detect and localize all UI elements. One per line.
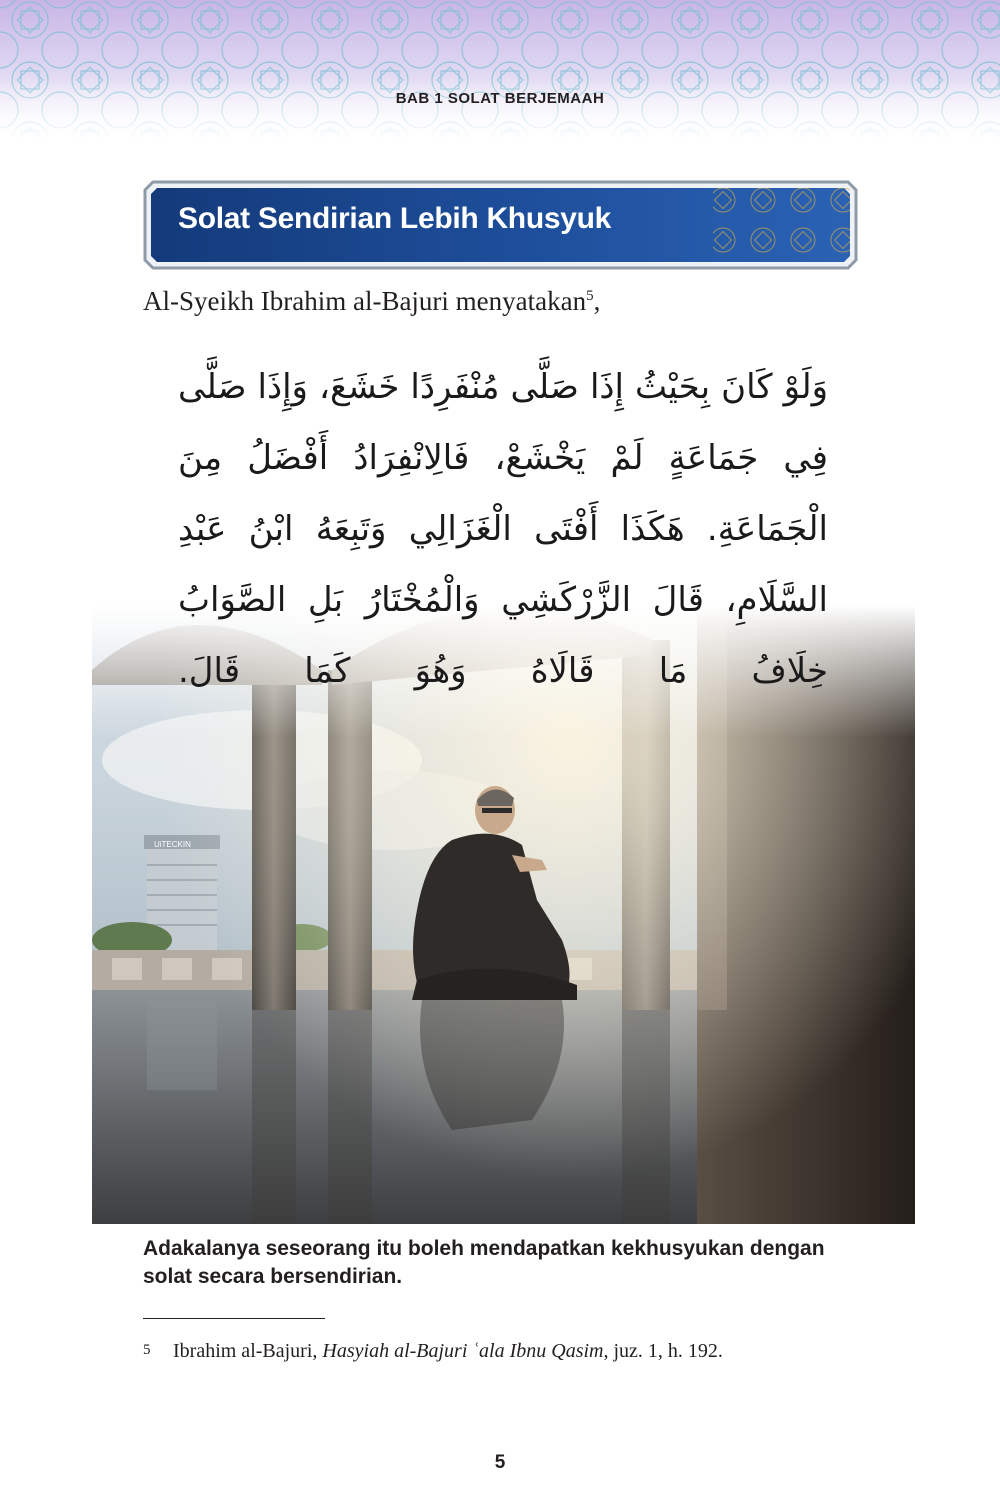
intro-paragraph [143, 286, 600, 317]
running-header: BAB 1 SOLAT BERJEMAAH [395, 90, 605, 107]
section-title-banner [143, 180, 858, 270]
intro-trailing: , [593, 286, 601, 316]
footnote-details: , juz. 1, h. 192. [603, 1340, 723, 1362]
page-number: 5 [494, 1452, 506, 1473]
footnote-number: 5 [143, 1342, 151, 1358]
footnote-entry [143, 1340, 903, 1363]
arabic-quotation: وَلَوْ كَانَ بِحَيْثُ إِذَا صَلَّى مُنْفَرِدًا خَشَعَ، وَإِذَا صَلَّى فِي جَمَاعَةٍ لَمْ يَخْشَعْ، فَالِانْفِرَادُ أَفْضَلُ مِنَ الْجَمَاعَةِ. هَكَذَا أَفْتَى الْغَزَالِي وَتَبِعَهُ ابْنُ عَبْدِ السَّلَامِ، قَالَ الزَّرْكَشِي وَالْمُخْتَارُ بَلِ الصَّوَابُ خِلَافُ مَا قَالَاهُ وَهُوَ كَمَا قَالَ. [178, 367, 828, 691]
footnote-work-title: Hasyiah al-Bajuri ʿala Ibnu Qasim [322, 1340, 604, 1362]
header-geometric-pattern [0, 0, 1000, 140]
figure-caption: Adakalanya seseorang itu boleh mendapatkan kekhusyukan dengan solat secara bersendirian. [143, 1237, 825, 1288]
footnote-author: Ibrahim al-Bajuri, [173, 1340, 323, 1362]
footnote-reference[interactable]: 5 [586, 288, 594, 304]
intro-text: Al-Syeikh Ibrahim al-Bajuri menyatakan [143, 286, 587, 316]
section-title: Solat Sendirian Lebih Khusyuk [178, 202, 612, 235]
footnote-divider [143, 1318, 325, 1319]
